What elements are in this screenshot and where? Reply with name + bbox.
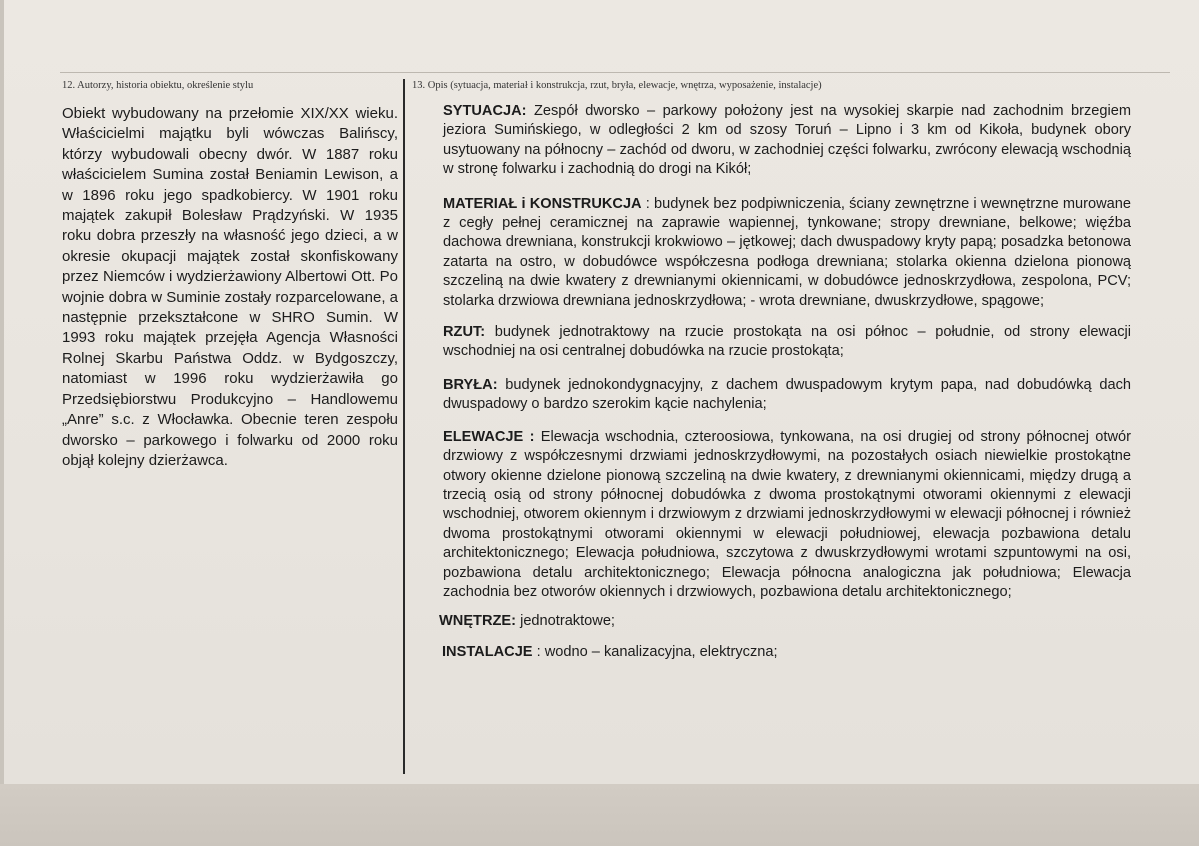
section-label: BRYŁA: bbox=[443, 376, 498, 393]
section-text: Elewacja wschodnia, czteroosiowa, tynkowana, na osi drugiej od strony północnej otwór drzwiowy z współczesnymi drzwiami jednoskrzydłowymi, na pozostałych osiach niewielkie prostokątne otwory okienne dzielone pionową szczeliną na dwie kwatery, z drewnianymi okiennicami, między drugą a trzecią osią od strony północnej dobudówka z dwoma prostokątnymi otworami okiennymi z elewacji wschodniej, otworem okiennym i drzwiowym z drzwiami jednoskrzydłowymi w elewacji północnej i również dwoma prostokątnymi otworami okiennymi w elewacji południowej, elewacja pozbawiona detalu architektonicznego; Elewacja południowa, szczytowa z dwuskrzydłowymi wrotami szpuntowymi na osi, pozbawiona detalu architektonicznego; Elewacja północna analogiczna jak południowa; Elewacja zachodnia bez otworów okiennych i drzwiowych, pozbawiona detalu architektonicznego; bbox=[443, 428, 1131, 600]
section-label: ELEWACJE : bbox=[443, 428, 535, 445]
section-text: : wodno – kanalizacyjna, elektryczna; bbox=[532, 643, 778, 660]
header-rule bbox=[60, 72, 1170, 73]
section-elewacje bbox=[443, 428, 1131, 603]
page-edge bbox=[0, 0, 4, 846]
section-text: budynek jednokondygnacyjny, z dachem dwuspadowym krytym papa, nad dobudówką dach dwuspadowy o bardzo szerokim kącie nachylenia; bbox=[443, 376, 1131, 413]
section-bryla bbox=[443, 376, 1131, 415]
column-divider bbox=[403, 79, 405, 774]
section-wnetrze bbox=[439, 612, 1131, 631]
section-material bbox=[443, 195, 1131, 311]
section-text: jednotraktowe; bbox=[516, 613, 615, 630]
left-column-header: 12. Autorzy, historia obiektu, określenie stylu bbox=[62, 80, 254, 91]
section-label: WNĘTRZE: bbox=[439, 613, 517, 630]
section-sytuacja bbox=[443, 102, 1131, 180]
bottom-margin-band bbox=[0, 784, 1199, 846]
description-column bbox=[439, 102, 1131, 662]
section-label: RZUT: bbox=[443, 324, 486, 341]
section-label: SYTUACJA: bbox=[443, 103, 527, 119]
section-text: : budynek bez podpiwniczenia, ściany zewnętrzne i wewnętrzne murowane z cegły pełnej ceramicznej na zaprawie wapiennej, tynkowane; stropy drewniane, belkowe; więźba dachowa drewniana, konstrukcji krokwiowo – jętkowej; dach dwuspadowy kryty papą; posadzka betonowa zatarta na ostro, w dobudówce współczesna podłoga drewniana; stolarka okienna dzielona pionową szczeliną na dwie kwatery z drewnianymi okiennicami, w dobudówce jednoskrzydłowa, zespolona, PCV; stolarka drzwiowa drewniana jednoskrzydłowa; - wrota drewniane, dwuskrzydłowe, spągowe; bbox=[443, 195, 1131, 309]
section-instalacje bbox=[442, 643, 1131, 662]
section-label: MATERIAŁ i KONSTRUKCJA bbox=[443, 195, 642, 212]
section-label: INSTALACJE bbox=[442, 643, 533, 660]
right-column-header: 13. Opis (sytuacja, materiał i konstrukcja, rzut, bryła, elewacje, wnętrza, wyposażenie, instalacje) bbox=[412, 80, 822, 91]
section-text: budynek jednotraktowy na rzucie prostokąta na osi północ – południe, od strony elewacji wschodniej na osi centralnej dobudówka na rzucie prostokąta; bbox=[443, 324, 1131, 360]
history-text: Obiekt wybudowany na przełomie XIX/XX wieku. Właścicielmi majątku byli wówczas Balińscy, którzy wybudowali obecny dwór. W 1887 roku właścicielem Sumina został Beniamin Lewison, a w 1896 roku jego spadkobiercy. W 1901 roku majątek zakupił Bolesław Prądzyński. W 1935 roku dobra przeszły na własność jego dzieci, a w okresie okupacji majątek został skonfiskowany przez Niemców i wydzierżawiony Albertowi Ott. Po wojnie dobra w Suminie zostały rozparcelowane, a następnie przekształcone w SHRO Sumin. W 1993 roku majątek przejęła Agencja Własności Rolnej Skarbu Państwa Oddz. w Bydgoszczy, natomiast w 1996 roku wydzierżawiła go Przedsiębiorstwu Produkcyjno – Handlowemu „Anre” s.c. z Włocławka. Obecnie teren zespołu dworsko – parkowego i folwarku od 2000 roku objął kolejny dzierżawca. bbox=[62, 105, 399, 469]
section-text: Zespół dworsko – parkowy położony jest na wysokiej skarpie nad zachodnim brzegiem jeziora Sumińskiego, w odległości 2 km od szosy Toruń – Lipno i 3 km od Kikoła, budynek obory usytuowany na północny – zachód od dworu, w zachodniej części folwarku, zwrócony elewacją wschodnią w stronę folwarku i zachodnią do drogi na Kikół; bbox=[443, 103, 1131, 178]
section-rzut bbox=[443, 323, 1131, 362]
